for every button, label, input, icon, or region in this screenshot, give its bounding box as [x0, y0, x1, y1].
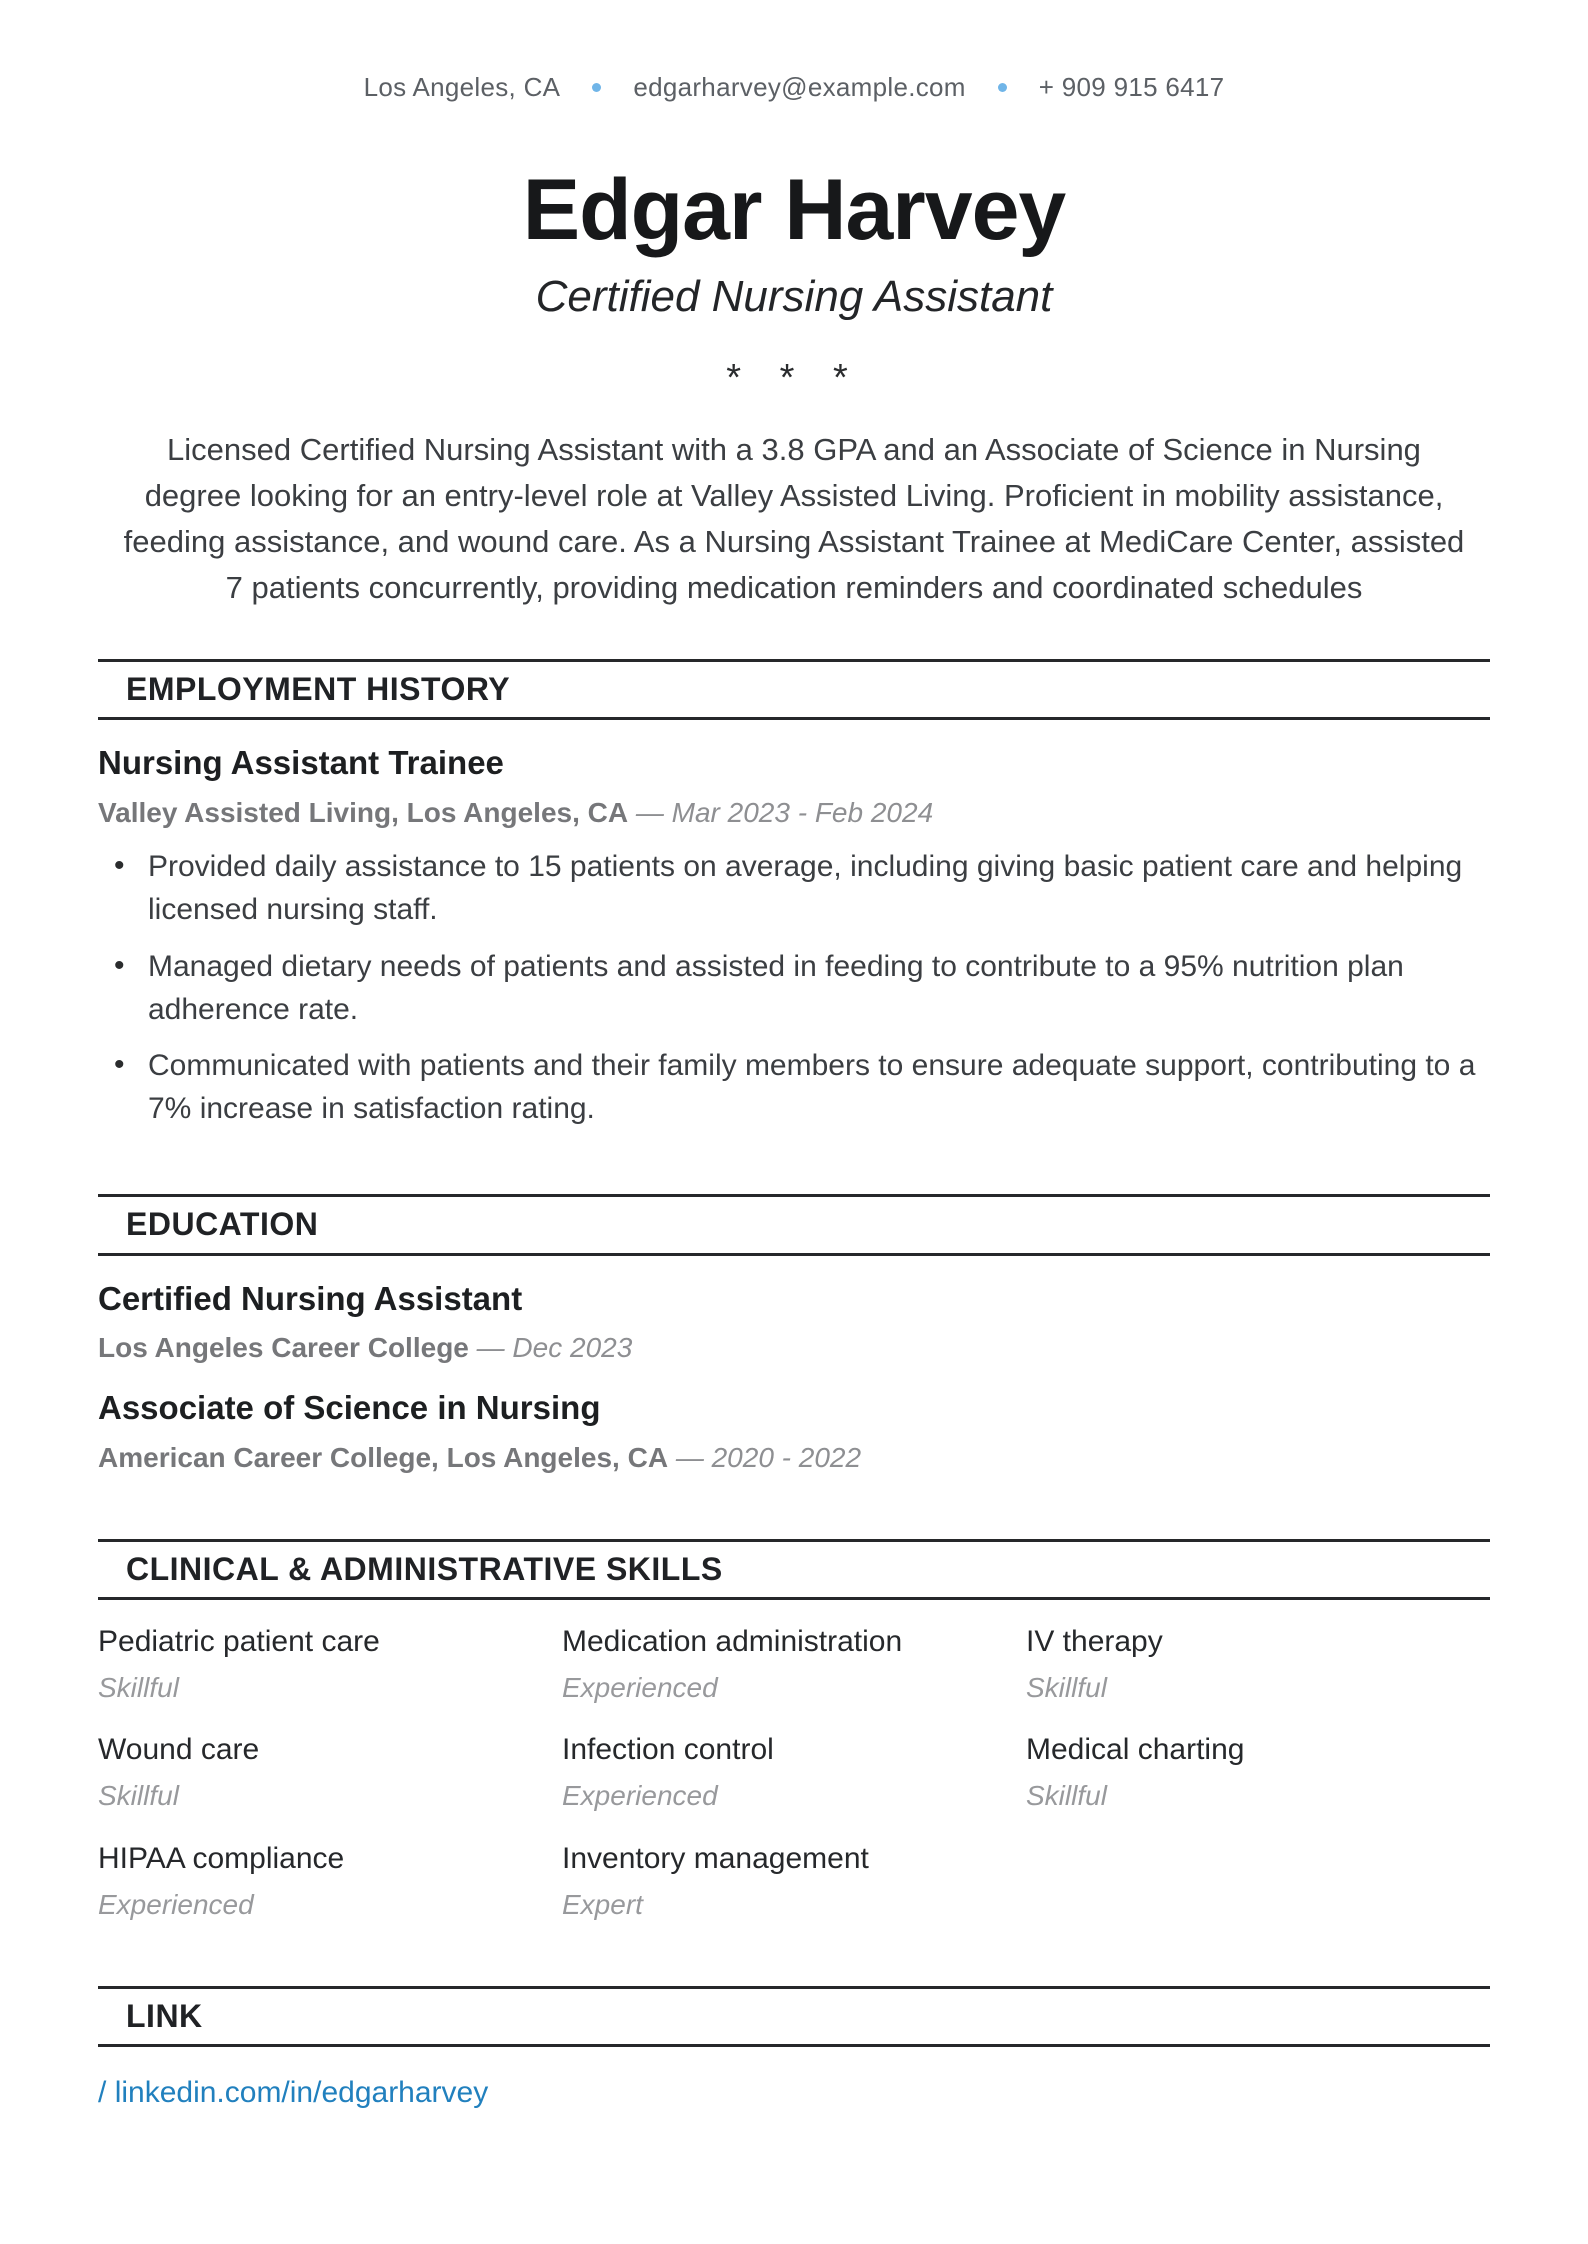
skill-name: Inventory management [562, 1841, 869, 1875]
degree-meta [98, 1441, 1490, 1475]
skill-level: Skillful [98, 1671, 179, 1703]
separator-dot-icon [998, 83, 1007, 92]
education-entry [98, 1280, 1490, 1366]
job-meta [98, 796, 1490, 830]
school-name: Los Angeles Career College [98, 1332, 469, 1364]
skill-item [1026, 1624, 1490, 1705]
skill-level: Skillful [1026, 1780, 1107, 1812]
skill-level: Experienced [562, 1671, 718, 1703]
degree-title: Certified Nursing Assistant [98, 1279, 523, 1317]
skill-level: Skillful [1026, 1671, 1107, 1703]
skill-name: HIPAA compliance [98, 1841, 345, 1875]
skill-item [1026, 1732, 1490, 1813]
section-header-skills [98, 1539, 1490, 1600]
section-header-education [98, 1194, 1490, 1255]
skill-name: Infection control [562, 1733, 774, 1767]
skill-level: Experienced [562, 1780, 718, 1812]
skills-grid [98, 1624, 1490, 1922]
school-name: American Career College, Los Angeles, CA [98, 1442, 669, 1473]
contact-phone: + 909 915 6417 [1038, 72, 1225, 102]
job-entry [98, 744, 1490, 1131]
contact-row [98, 72, 1490, 103]
job-bullet: • Communicated with patients and their family members to ensure adequate support, contributing to a 7% increase in satisfaction rating. [98, 1044, 1490, 1130]
job-bullet-list [98, 845, 1490, 1130]
section-link [98, 1986, 1490, 2111]
section-title: EDUCATION [126, 1206, 319, 1243]
section-skills [98, 1539, 1490, 1922]
profile-summary: Licensed Certified Nursing Assistant with a 3.8 GPA and an Associate of Science in Nursing degree looking for an entry-level role at Valley Assisted Living. Proficient in mobility assistance, feeding assistance, and wound care. As a Nursing Assistant Trainee at MediCare Center, assisted 7 patients concurrently, providing medication reminders and coordinated schedules [123, 432, 1465, 605]
skill-name: Medical charting [1026, 1733, 1245, 1767]
section-education [98, 1194, 1490, 1474]
candidate-title: Certified Nursing Assistant [535, 272, 1053, 321]
job-company: Valley Assisted Living, Los Angeles, CA [98, 796, 629, 828]
link-line [98, 2075, 1490, 2111]
degree-dates: — 2020 - 2022 [675, 1442, 862, 1473]
skill-item [98, 1732, 562, 1813]
section-header-employment [98, 659, 1490, 720]
skill-level: Expert [562, 1888, 643, 1920]
ornament-asterisks: * * * [726, 357, 862, 399]
link-prefix: / [98, 2075, 107, 2109]
skill-item [98, 1624, 562, 1705]
skill-name: Pediatric patient care [98, 1624, 380, 1658]
section-employment [98, 659, 1490, 1131]
candidate-name: Edgar Harvey [522, 162, 1066, 258]
degree-dates: — Dec 2023 [476, 1332, 633, 1364]
linkedin-link[interactable]: linkedin.com/in/edgarharvey [114, 2075, 489, 2109]
skill-level: Skillful [98, 1780, 179, 1812]
section-header-link [98, 1986, 1490, 2047]
degree-title: Associate of Science in Nursing [98, 1389, 601, 1427]
separator-dot-icon [592, 83, 601, 92]
section-title: CLINICAL & ADMINISTRATIVE SKILLS [126, 1550, 723, 1587]
education-entry [98, 1389, 1490, 1475]
job-bullet: • Provided daily assistance to 15 patients on average, including giving basic patient care and helping licensed nursing staff. [98, 845, 1490, 931]
section-title: LINK [126, 1997, 203, 2034]
skill-item [562, 1841, 1026, 1922]
skill-name: Medication administration [562, 1624, 903, 1658]
skill-item [562, 1732, 1026, 1813]
job-dates: — Mar 2023 - Feb 2024 [635, 796, 934, 828]
section-title: EMPLOYMENT HISTORY [126, 670, 511, 707]
job-title: Nursing Assistant Trainee [98, 743, 504, 781]
degree-meta [98, 1331, 1490, 1365]
contact-email: edgarharvey@example.com [633, 72, 966, 102]
contact-location: Los Angeles, CA [363, 72, 561, 102]
skill-level: Experienced [98, 1888, 254, 1920]
skill-item [562, 1624, 1026, 1705]
skill-item [98, 1841, 562, 1922]
skill-name: IV therapy [1026, 1624, 1163, 1658]
job-bullet: • Managed dietary needs of patients and assisted in feeding to contribute to a 95% nutrition plan adherence rate. [98, 945, 1490, 1031]
skill-name: Wound care [98, 1733, 260, 1767]
